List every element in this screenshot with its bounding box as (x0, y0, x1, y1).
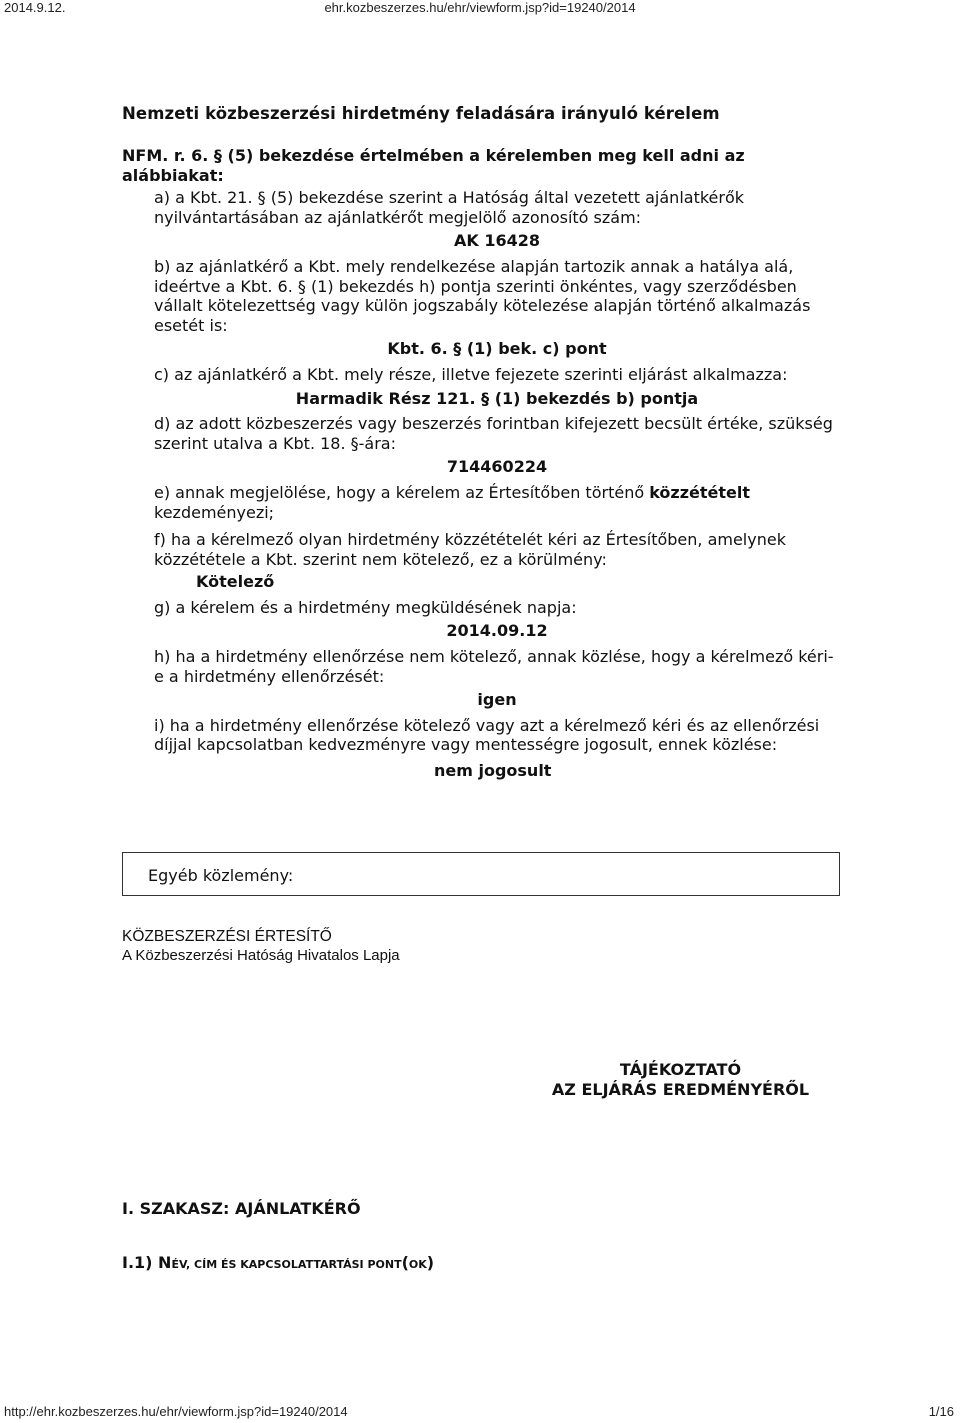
field-a-label: a) a Kbt. 21. § (5) bekezdése szerint a Hatóság által vezetett ajánlatkérők nyilvántartásában az ajánlatkérőt megjelölő azonosító szám: (154, 188, 745, 227)
field-i-value: nem jogosult (434, 761, 552, 781)
field-g-value: 2014.09.12 (446, 621, 548, 641)
publisher-subtitle: A Közbeszerzési Hatóság Hivatalos Lapja (122, 947, 400, 964)
subsection-heading (122, 1253, 434, 1272)
field-d-value: 714460224 (446, 457, 548, 477)
field-e-value: közzétételt (649, 482, 751, 502)
print-url-footer: http://ehr.kozbeszerzes.hu/ehr/viewform.jsp?id=19240/2014 (4, 1404, 348, 1419)
notice-title (0, 1060, 960, 1100)
print-url-header: ehr.kozbeszerzes.hu/ehr/viewform.jsp?id=19240/2014 (324, 0, 636, 15)
field-c-label: c) az ajánlatkérő a Kbt. mely része, illetve fejezete szerinti eljárást alkalmazza: (154, 364, 788, 384)
field-e-text: e) annak megjelölése, hogy a kérelem az Értesítőben történő (154, 482, 645, 502)
print-page-number: 1/16 (928, 1404, 954, 1419)
field-e-label (154, 483, 840, 522)
field-a-value: AK 16428 (453, 231, 540, 251)
print-date: 2014.9.12. (4, 0, 66, 15)
publisher-name: KÖZBESZERZÉSI ÉRTESÍTŐ (122, 928, 332, 945)
subsection-number: I.1) (122, 1253, 159, 1272)
notice-title-line2: AZ ELJÁRÁS EREDMÉNYÉRŐL (551, 1080, 810, 1099)
other-notice-box (122, 852, 840, 896)
field-h-label: h) ha a hirdetmény ellenőrzése nem kötelező, annak közlése, hogy a kérelmező kéri-e a hirdetmény ellenőrzését: (154, 647, 834, 686)
request-intro: NFM. r. 6. § (5) bekezdése értelmében a kérelemben meg kell adni az alábbiakat: (122, 146, 745, 185)
request-title: Nemzeti közbeszerzési hirdetmény feladására irányuló kérelem (122, 104, 720, 123)
other-notice-label: Egyéb közlemény: (148, 866, 294, 885)
request-content (122, 146, 840, 787)
field-h-value: igen (477, 690, 517, 710)
field-e-text-end: kezdeményezi; (154, 502, 275, 522)
field-c-value: Harmadik Rész 121. § (1) bekezdés b) pontja (295, 388, 699, 408)
field-b-label: b) az ajánlatkérő a Kbt. mely rendelkezése alapján tartozik annak a hatálya alá, ideértve a Kbt. 6. § (1) bekezdés h) pontja szerinti önkéntes, vagy szerződésben vállalt kötelezettség vagy külön jogszabály kötelezése alapján történő alkalmazás esetét is: (154, 256, 811, 335)
request-fields (122, 188, 840, 780)
section-heading: I. SZAKASZ: AJÁNLATKÉRŐ (122, 1199, 361, 1218)
field-d-label: d) az adott közbeszerzés vagy beszerzés forintban kifejezett becsült értéke, szükség szerint utalva a Kbt. 18. §-ára: (154, 414, 833, 453)
field-g-label: g) a kérelem és a hirdetmény megküldésének napja: (154, 597, 577, 617)
field-i-label: i) ha a hirdetmény ellenőrzése kötelező vagy azt a kérelmező kéri és az ellenőrzési díjjal kapcsolatban kedvezményre vagy mentességre jogosult, ennek közlése: (154, 715, 820, 755)
field-f-value: Kötelező (196, 572, 275, 592)
subsection-title: NÉV, CÍM ÉS KAPCSOLATTARTÁSI PONT(OK) (158, 1253, 435, 1272)
field-f-label: f) ha a kérelmező olyan hirdetmény közzétételét kéri az Értesítőben, amelynek közzététele a Kbt. szerint nem kötelező, ez a körülmény: (154, 530, 786, 569)
notice-title-line1: TÁJÉKOZTATÓ (619, 1060, 742, 1079)
field-b-value: Kbt. 6. § (1) bek. c) pont (387, 339, 607, 359)
